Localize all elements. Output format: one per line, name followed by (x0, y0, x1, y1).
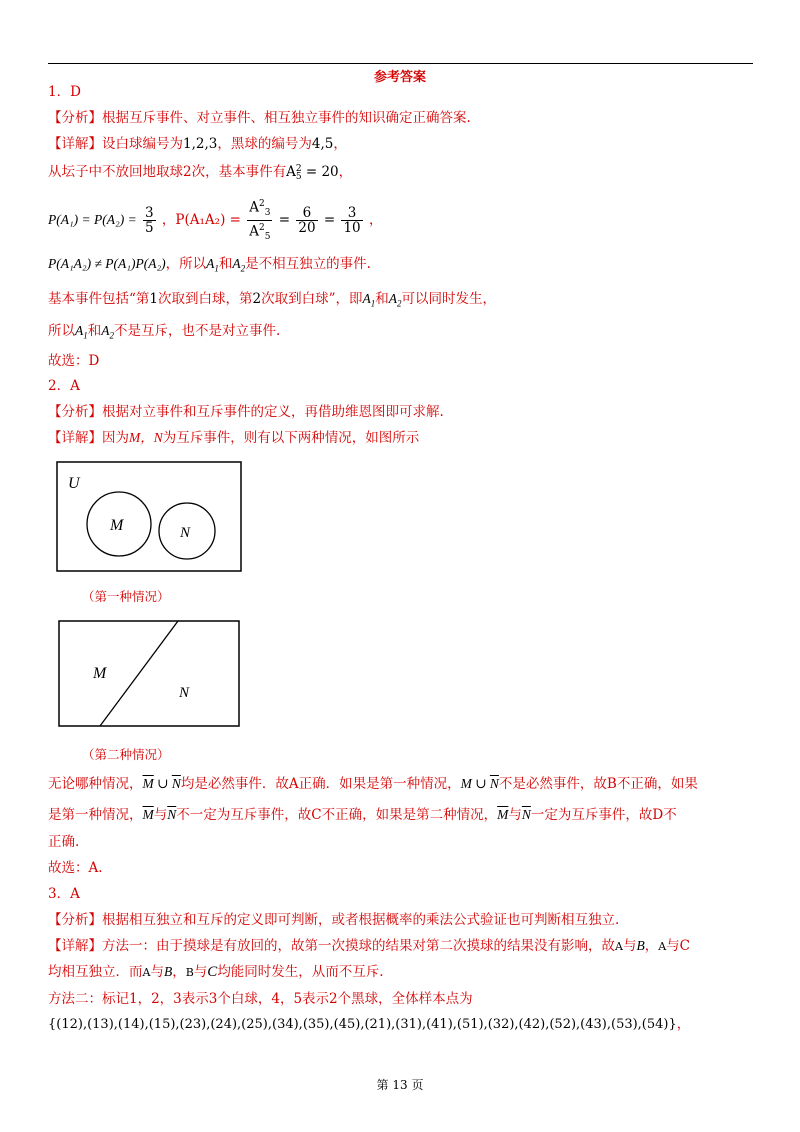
q2-para1: 无论哪种情况，$\overline{M}$ ∪ $\overline{N}$均是必然事件．故A正确．如果是第一种情况，M ∪ $\overline{N}$不是必然事件，故B不正确，如果 (48, 776, 698, 792)
q3-number: 3．A (48, 886, 80, 902)
q2-para3: 正确. (48, 834, 80, 850)
label-n-2: N (179, 685, 190, 701)
fig2-caption: （第二种情况） (82, 747, 170, 762)
page-number: 第 13 页 (376, 1078, 424, 1092)
q3-sample-space: {(12),(13),(14),(15),(23),(24),(25),(34),(35),(45),(21),(31),(41),(51),(32),(42),(52),(43),(53),(54)}， (48, 1017, 690, 1032)
q1-detail: 【详解】设白球编号为1,2,3，黑球的编号为4,5， (48, 136, 347, 152)
venn-diagram-case2 (58, 620, 240, 727)
label-u: U (68, 475, 80, 492)
q3-detail-1: 【详解】方法一：由于摸球是有放回的，故第一次摸球的结果对第二次摸球的结果没有影响，故A与B，A与C (48, 938, 690, 954)
universe-box-2 (59, 621, 239, 726)
q3-detail-2: 均相互独立．而A与B，B与C均能同时发生，从而不互斥. (48, 964, 384, 980)
label-m-2: M (93, 665, 107, 682)
venn-diagram-case1 (56, 461, 242, 572)
q2-para2: 是第一种情况，$\overline{M}$与$\overline{N}$不一定为互斥事件，故C不正确，如果是第二种情况，$\overline{M}$与$\overline{N}$一定为互斥事件，故D不 (48, 807, 677, 823)
q1-conclusion: 故选：D (48, 353, 100, 369)
q2-conclusion: 故选：A. (48, 860, 103, 876)
q1-analysis: 【分析】根据互斥事件、对立事件、相互独立事件的知识确定正确答案. (48, 110, 471, 126)
divider-line (100, 621, 178, 726)
q1-line5: P(A₁A₂) ≠ P(A₁)P(A₂)，所以$A_1$和$A_2$是不相互独立的事件. (48, 256, 371, 274)
q1-line3: 从坛子中不放回地取球2次，基本事件有A 2 5 = 20， (48, 163, 353, 182)
q1-line7: 所以$A_1$和$A_2$不是互斥，也不是对立事件. (48, 323, 281, 341)
q1-line6: 基本事件包括“第1次取到白球，第2次取到白球”，即$A_1$和$A_2$可以同时发生， (48, 291, 496, 309)
fig1-caption: （第一种情况） (82, 589, 170, 604)
q1-line4: P(A₁) = P(A₂) = $\frac{3}{5}$ ，P(A₁A₂) = $\frac{A^2_3}{A^2_5}$ = $\frac{6}{20}$ = $\frac{3}{10}$ ， (48, 199, 383, 243)
header-rule (48, 63, 753, 64)
q2-detail: 【详解】因为M，N为互斥事件，则有以下两种情况，如图所示 (48, 430, 420, 446)
q1-number: 1．D (48, 84, 81, 100)
q3-method-2: 方法二：标记1，2，3表示3个白球，4，5表示2个黑球，全体样本点为 (48, 991, 473, 1007)
q3-analysis: 【分析】根据相互独立和互斥的定义即可判断，或者根据概率的乘法公式验证也可判断相互独立. (48, 912, 620, 928)
page-title: 参考答案 (373, 70, 426, 85)
label-m: M (110, 517, 124, 534)
universe-box (57, 462, 241, 571)
label-n: N (180, 525, 191, 541)
q2-number: 2．A (48, 378, 80, 394)
q2-analysis: 【分析】根据对立事件和互斥事件的定义，再借助维恩图即可求解. (48, 404, 444, 420)
